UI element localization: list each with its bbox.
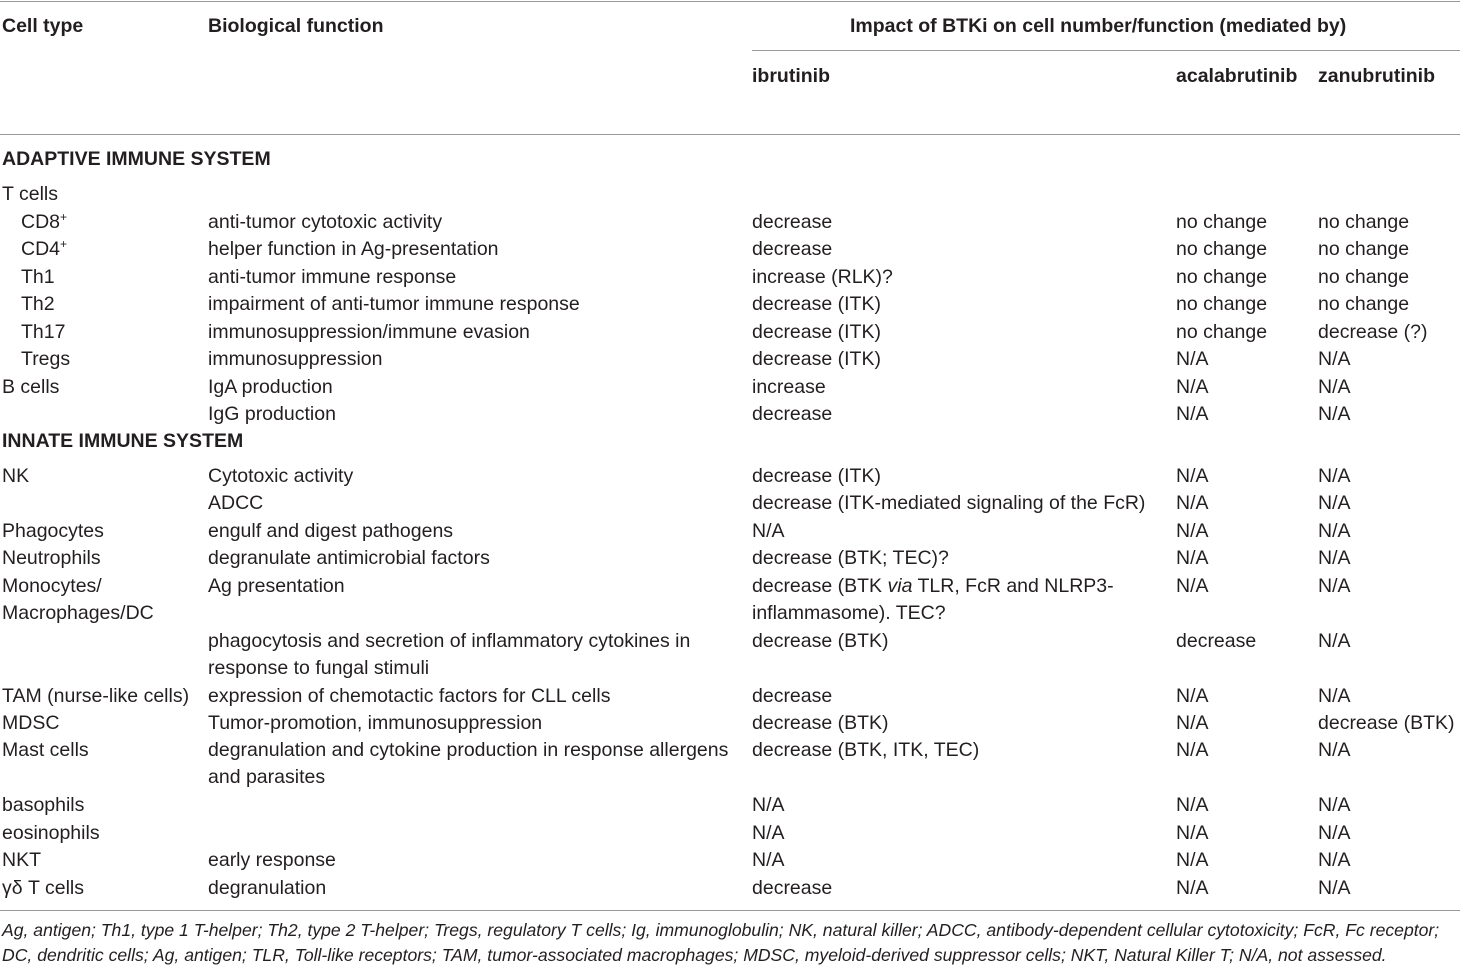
cell-function: ADCC	[208, 492, 264, 514]
cell-function: Cytotoxic activity	[208, 465, 354, 487]
cell-type: MDSC	[2, 712, 60, 734]
cell-zanubrutinib: N/A	[1318, 849, 1351, 871]
cell-ibrutinib: decrease (BTK)	[752, 712, 889, 734]
cell-zanubrutinib: decrease (?)	[1318, 321, 1428, 343]
cell-ibrutinib-line: decrease (BTK via TLR, FcR and NLRP3-	[752, 575, 1114, 597]
cell-function-line: degranulation and cytokine production in response allergens	[208, 739, 729, 761]
cell-function-line: and parasites	[208, 766, 326, 789]
table-row	[0, 401, 1460, 428]
header-zanubrutinib: zanubrutinib	[1318, 65, 1435, 87]
cell-type: NKT	[2, 849, 41, 871]
cell-type: γδ T cells	[2, 877, 85, 899]
header-subrule	[752, 50, 1460, 51]
cell-ibrutinib: decrease (ITK)	[752, 465, 881, 487]
cell-acalabrutinib: decrease	[1176, 630, 1257, 652]
cell-function-line: phagocytosis and secretion of inflammatory cytokines in	[208, 630, 691, 652]
table-row	[0, 847, 1460, 874]
section-innate: INNATE IMMUNE SYSTEM	[2, 430, 244, 452]
cell-type: CD4+	[21, 237, 68, 260]
cell-zanubrutinib: N/A	[1318, 376, 1351, 398]
cell-function: Ag presentation	[208, 575, 345, 597]
cell-ibrutinib	[752, 573, 1164, 628]
cell-type: CD8+	[21, 210, 68, 233]
table-row	[0, 181, 1460, 208]
cell-type-line: Macrophages/DC	[2, 602, 154, 625]
cell-zanubrutinib: no change	[1318, 238, 1410, 260]
cell-type: B cells	[2, 376, 60, 398]
cell-ibrutinib: N/A	[752, 520, 785, 542]
cell-acalabrutinib: N/A	[1176, 348, 1209, 370]
table-row	[0, 319, 1460, 346]
table-row	[0, 792, 1460, 819]
header-ibrutinib: ibrutinib	[752, 65, 830, 87]
superscript: +	[60, 210, 68, 224]
cell-ibrutinib: decrease (BTK; TEC)?	[752, 547, 949, 569]
italic-via: via	[887, 575, 913, 597]
cell-zanubrutinib: N/A	[1318, 348, 1351, 370]
cell-function: IgA production	[208, 376, 333, 398]
cell-ibrutinib: decrease (BTK)	[752, 630, 889, 652]
cell-zanubrutinib: decrease (BTK)	[1318, 712, 1455, 734]
cell-type: Th17	[21, 321, 66, 343]
cell-zanubrutinib: no change	[1318, 211, 1410, 233]
footnote-line: Ag, antigen; Th1, type 1 T-helper; Th2, type 2 T-helper; Tregs, regulatory T cells; Ig, immunoglobulin; NK, natural killer; ADCC, antibody-dependent cellular cytotoxicity; FcR, Fc receptor;	[2, 920, 1440, 940]
cell-acalabrutinib: N/A	[1176, 712, 1209, 734]
header-acalabrutinib: acalabrutinib	[1176, 65, 1298, 87]
cell-acalabrutinib: no change	[1176, 211, 1268, 233]
cell-acalabrutinib: no change	[1176, 293, 1268, 315]
cell-function: immunosuppression	[208, 348, 383, 370]
cell-ibrutinib: decrease (ITK-mediated signaling of the FcR)	[752, 492, 1146, 514]
table-row	[0, 346, 1460, 373]
top-rule	[0, 1, 1460, 2]
cell-zanubrutinib: N/A	[1318, 465, 1351, 487]
cell-acalabrutinib: N/A	[1176, 849, 1209, 871]
cell-acalabrutinib: no change	[1176, 321, 1268, 343]
table-row	[0, 573, 1460, 628]
header-impact: Impact of BTKi on cell number/function (mediated by)	[850, 15, 1347, 37]
cell-type: Th1	[21, 266, 55, 288]
cell-type: TAM (nurse-like cells)	[2, 685, 190, 707]
cell-zanubrutinib: N/A	[1318, 685, 1351, 707]
cell-zanubrutinib: no change	[1318, 266, 1410, 288]
cell-ibrutinib: decrease	[752, 238, 833, 260]
table-row	[0, 236, 1460, 263]
table-row	[0, 737, 1460, 792]
cell-acalabrutinib: N/A	[1176, 739, 1209, 761]
cell-ibrutinib: decrease	[752, 211, 833, 233]
cell-ibrutinib: decrease (BTK, ITK, TEC)	[752, 739, 980, 761]
cell-function: Tumor-promotion, immunosuppression	[208, 712, 543, 734]
table-row	[0, 628, 1460, 683]
cell-ibrutinib: increase (RLK)?	[752, 266, 893, 288]
cell-function: anti-tumor cytotoxic activity	[208, 211, 443, 233]
cell-acalabrutinib: N/A	[1176, 877, 1209, 899]
cell-ibrutinib: N/A	[752, 822, 785, 844]
cell-ibrutinib: N/A	[752, 849, 785, 871]
cell-function	[208, 628, 743, 683]
table-row	[0, 374, 1460, 401]
section-adaptive: ADAPTIVE IMMUNE SYSTEM	[2, 148, 271, 170]
table-footnote	[2, 918, 1458, 968]
cell-type: Tregs	[21, 348, 71, 370]
table-row	[0, 710, 1460, 737]
cell-type: Mast cells	[2, 739, 89, 761]
cell-type: Th2	[21, 293, 55, 315]
cell-ibrutinib: decrease (ITK)	[752, 293, 881, 315]
cell-type: T cells	[2, 183, 58, 205]
cell-function: expression of chemotactic factors for CLL cells	[208, 685, 611, 707]
cell-zanubrutinib: N/A	[1318, 575, 1351, 597]
cell-type	[2, 573, 202, 628]
table-row	[0, 545, 1460, 572]
table-row	[0, 683, 1460, 710]
cell-acalabrutinib: N/A	[1176, 376, 1209, 398]
cell-function: degranulate antimicrobial factors	[208, 547, 490, 569]
cell-ibrutinib: decrease	[752, 877, 833, 899]
cell-type: NK	[2, 465, 30, 487]
cell-acalabrutinib: N/A	[1176, 794, 1209, 816]
table-row	[0, 291, 1460, 318]
cell-zanubrutinib: N/A	[1318, 794, 1351, 816]
cell-function: IgG production	[208, 403, 336, 425]
cell-acalabrutinib: no change	[1176, 238, 1268, 260]
cell-type: basophils	[2, 794, 85, 816]
cell-type-line: Monocytes/	[2, 575, 102, 597]
cell-zanubrutinib: N/A	[1318, 520, 1351, 542]
table-row	[0, 518, 1460, 545]
cell-zanubrutinib: N/A	[1318, 822, 1351, 844]
cell-ibrutinib: N/A	[752, 794, 785, 816]
cell-ibrutinib: decrease	[752, 403, 833, 425]
table-row	[0, 820, 1460, 847]
cell-function: engulf and digest pathogens	[208, 520, 454, 542]
cell-ibrutinib: increase	[752, 376, 826, 398]
cell-ibrutinib: decrease (ITK)	[752, 321, 881, 343]
cell-function: helper function in Ag-presentation	[208, 238, 499, 260]
cell-zanubrutinib: N/A	[1318, 739, 1351, 761]
cell-acalabrutinib: no change	[1176, 266, 1268, 288]
table-row	[0, 490, 1460, 517]
cell-acalabrutinib: N/A	[1176, 403, 1209, 425]
cell-type: Neutrophils	[2, 547, 101, 569]
cell-function-line: response to fungal stimuli	[208, 657, 430, 680]
table-row	[0, 463, 1460, 490]
cell-zanubrutinib: N/A	[1318, 403, 1351, 425]
cell-function: early response	[208, 849, 336, 871]
cell-ibrutinib: decrease	[752, 685, 833, 707]
cell-acalabrutinib: N/A	[1176, 685, 1209, 707]
cell-zanubrutinib: N/A	[1318, 547, 1351, 569]
cell-function: impairment of anti-tumor immune response	[208, 293, 580, 315]
cell-acalabrutinib: N/A	[1176, 492, 1209, 514]
footnote-line: DC, dendritic cells; Ag, antigen; TLR, Toll-like receptors; TAM, tumor-associated macrophages; MDSC, myeloid-derived suppressor cells; NKT, Natural Killer T; N/A, not assessed.	[2, 945, 1387, 965]
cell-type: Phagocytes	[2, 520, 104, 542]
cell-zanubrutinib: no change	[1318, 293, 1410, 315]
cell-function: immunosuppression/immune evasion	[208, 321, 530, 343]
cell-acalabrutinib: N/A	[1176, 822, 1209, 844]
table-row	[0, 264, 1460, 291]
cell-zanubrutinib: N/A	[1318, 630, 1351, 652]
cell-acalabrutinib: N/A	[1176, 547, 1209, 569]
cell-ibrutinib: decrease (ITK)	[752, 348, 881, 370]
cell-function: anti-tumor immune response	[208, 266, 457, 288]
cell-zanubrutinib: N/A	[1318, 877, 1351, 899]
cell-type: eosinophils	[2, 822, 100, 844]
cell-acalabrutinib: N/A	[1176, 575, 1209, 597]
cell-acalabrutinib: N/A	[1176, 520, 1209, 542]
cell-zanubrutinib: N/A	[1318, 492, 1351, 514]
cell-ibrutinib-line: inflammasome). TEC?	[752, 602, 946, 625]
header-biological-function: Biological function	[208, 15, 384, 37]
table-row	[0, 209, 1460, 236]
cell-function: degranulation	[208, 877, 327, 899]
table-row	[0, 875, 1460, 902]
superscript: +	[60, 237, 68, 251]
footer-rule	[0, 910, 1460, 911]
cell-acalabrutinib: N/A	[1176, 465, 1209, 487]
header-cell-type: Cell type	[2, 15, 84, 37]
cell-function	[208, 737, 743, 792]
header-rule	[0, 134, 1460, 135]
